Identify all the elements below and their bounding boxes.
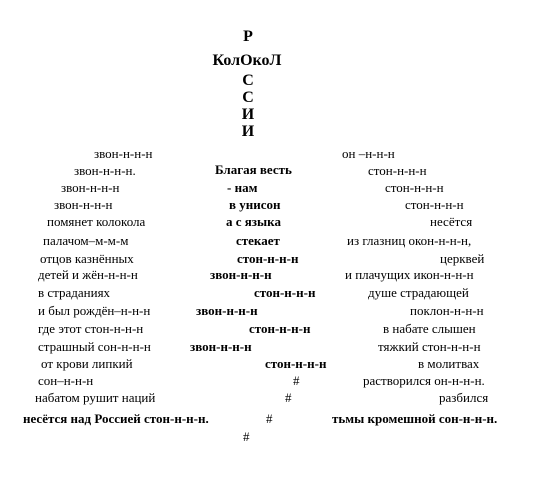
line-11-left: где этот стон-н-н-н: [38, 321, 144, 336]
line-3-right: стон-н-н-н: [385, 180, 444, 195]
line-5-center: а с языка: [226, 214, 281, 229]
line-8-left: детей и жён-н-н-н: [38, 267, 138, 282]
line-12-center: звон-н-н-н: [190, 339, 252, 354]
line-13-right: в молитвах: [418, 356, 480, 371]
line-16-left: несётся над Россией стон-н-н-н.: [23, 411, 209, 426]
line-7-center: стон-н-н-н: [237, 251, 299, 266]
line-12-right: тяжкий стон-н-н-н: [378, 339, 481, 354]
line-10-left: и был рождён–н-н-н: [38, 303, 151, 318]
line-16-right: тьмы кромешной сон-н-н-н.: [332, 411, 498, 426]
rossii-letter-3: И: [241, 106, 255, 123]
line-6-center: стекает: [236, 233, 280, 248]
line-8-right: и плачущих икон-н-н-н: [345, 267, 474, 282]
rossii-letter-2: С: [242, 89, 254, 106]
line-8-center: звон-н-н-н: [210, 267, 272, 282]
rossii-letter-4: И: [241, 123, 255, 140]
kolokol-title: КолОкоЛ: [212, 52, 282, 69]
line-9-right: душе страдающей: [368, 285, 469, 300]
line-1-left: звон-н-н-н: [94, 146, 153, 161]
line-4-left: звон-н-н-н: [54, 197, 113, 212]
line-9-left: в страданиях: [38, 285, 111, 300]
rossii-letter-1: С: [242, 72, 254, 89]
line-12-left: страшный сон-н-н-н: [38, 339, 151, 354]
line-6-right: из глазниц окон-н-н-н,: [347, 233, 472, 248]
line-14-right: растворился он-н-н-н.: [363, 373, 485, 388]
line-15-left: набатом рушит наций: [35, 390, 156, 405]
line-11-right: в набате слышен: [383, 321, 476, 336]
line-7-right: церквей: [440, 251, 485, 266]
line-13-left: от крови липкий: [41, 356, 133, 371]
line-4-right: стон-н-н-н: [405, 197, 464, 212]
top-letter: Р: [243, 28, 253, 45]
line-15-right: разбился: [439, 390, 489, 405]
line-14-center: #: [293, 373, 300, 388]
line-14-left: сон–н-н-н: [38, 373, 94, 388]
line-15-center: #: [285, 390, 292, 405]
line-11-center: стон-н-н-н: [249, 321, 311, 336]
line-2-right: стон-н-н-н: [368, 163, 427, 178]
line-7-left: отцов казнённых: [40, 251, 134, 266]
line-5-right: несётся: [430, 214, 473, 229]
line-5-left: помянет колокола: [47, 214, 146, 229]
line-2-left: звон-н-н-н.: [74, 163, 136, 178]
line-3-left: звон-н-н-н: [61, 180, 120, 195]
line-16-center: #: [266, 411, 273, 426]
line-6-left: палачом–м-м-м: [43, 233, 129, 248]
line-10-right: поклон-н-н-н: [410, 303, 484, 318]
line-1-right: он –н-н-н: [342, 146, 395, 161]
line-3-center: - нам: [227, 180, 258, 195]
line-17-center: #: [243, 429, 250, 444]
line-13-center: стон-н-н-н: [265, 356, 327, 371]
line-2-center: Благая весть: [215, 162, 292, 177]
line-9-center: стон-н-н-н: [254, 285, 316, 300]
line-10-center: звон-н-н-н: [196, 303, 258, 318]
line-4-center: в унисон: [229, 197, 281, 212]
